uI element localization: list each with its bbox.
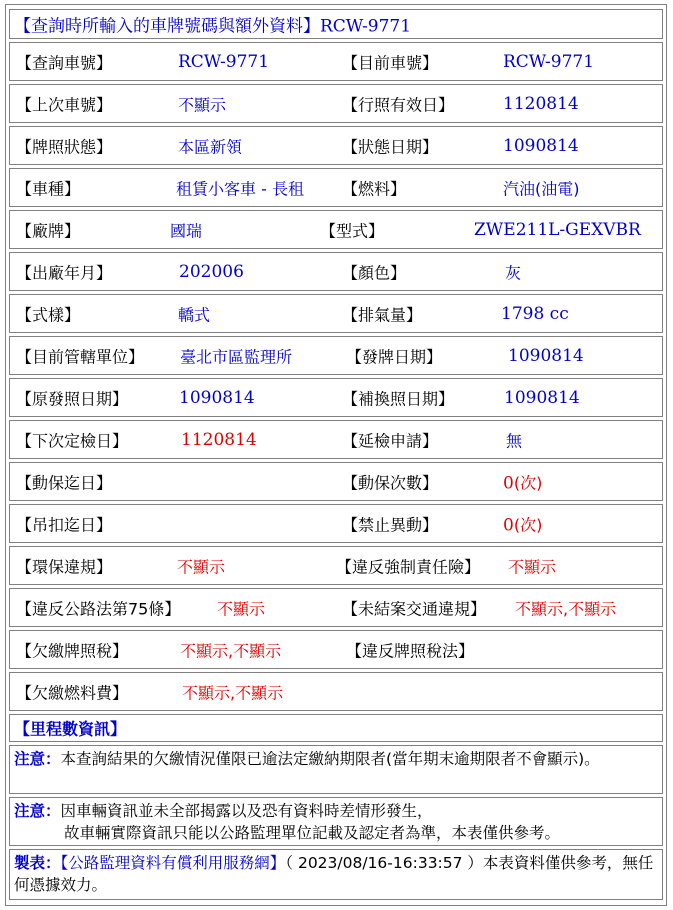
value-model: ZWE211L-GEXVBR [474, 219, 641, 240]
label-original-issue-date: 【原發照日期】 [16, 389, 129, 408]
row-vehicle-type [9, 168, 663, 207]
value-jurisdiction: 臺北市區監理所 [180, 347, 293, 366]
note-disclaimer-label: 注意： [14, 802, 61, 820]
value-brand: 國瑞 [170, 221, 203, 240]
row-original-issue-date [9, 378, 663, 417]
value-highway-act-violation: 不顯示 [217, 599, 266, 618]
report-title [14, 12, 411, 37]
value-body-style: 轎式 [178, 305, 211, 324]
note-overdue-text: 本查詢結果的欠繳情況僅限已逾法定繳納期限者(當年期末逾期限者不會顯示)。 [60, 750, 600, 768]
label-unpaid-license-tax: 【欠繳牌照稅】 [16, 641, 129, 660]
value-status-date: 1090814 [503, 135, 579, 156]
value-plate-status: 本區新領 [178, 137, 243, 156]
value-vehicle-type: 租賃小客車 - 長租 [176, 179, 304, 198]
value-current-plate: RCW-9771 [503, 51, 595, 72]
label-status-date: 【狀態日期】 [342, 137, 439, 156]
value-color: 灰 [505, 263, 522, 282]
value-unresolved-violations: 不顯示,不顯示 [515, 599, 617, 618]
row-next-inspection [9, 420, 663, 459]
label-vehicle-type: 【車種】 [16, 179, 81, 198]
value-query-plate: RCW-9771 [178, 51, 270, 72]
label-chattel-end-date: 【動保迄日】 [16, 473, 113, 492]
label-color: 【顏色】 [342, 263, 407, 282]
value-original-issue-date: 1090814 [179, 387, 255, 408]
label-transfer-ban: 【禁止異動】 [342, 515, 439, 534]
label-current-plate: 【目前車號】 [342, 53, 439, 72]
mileage-section [9, 714, 663, 742]
footer-source: 【公路監理資料有償利用服務網】 [60, 854, 286, 872]
row-jurisdiction [9, 336, 663, 375]
value-displacement: 1798 cc [501, 303, 569, 324]
note-disclaimer [9, 797, 663, 846]
row-body-style [9, 294, 663, 333]
value-transfer-ban-number: 0 [503, 515, 514, 535]
label-plate-issue-date: 【發牌日期】 [346, 347, 443, 366]
value-transfer-ban [503, 512, 542, 535]
report-title-text: 【查詢時所輸入的車牌號碼與額外資料】 [14, 16, 320, 37]
label-chattel-count: 【動保次數】 [342, 473, 439, 492]
label-unresolved-violations: 【未結案交通違規】 [342, 599, 487, 618]
row-license-tax [9, 630, 663, 669]
value-inspection-extension: 無 [506, 431, 523, 450]
label-fuel: 【燃料】 [342, 179, 407, 198]
footer-label: 製表： [14, 854, 61, 872]
label-previous-plate: 【上次車號】 [16, 95, 113, 114]
value-transfer-ban-unit: (次) [513, 515, 543, 534]
value-insurance-violation: 不顯示 [508, 557, 557, 576]
report-title-plate: RCW-9771 [320, 16, 412, 37]
label-jurisdiction: 【目前管轄單位】 [16, 347, 145, 366]
value-reissue-date: 1090814 [504, 387, 580, 408]
value-next-inspection: 1120814 [181, 429, 257, 450]
label-suspension-end-date: 【吊扣迄日】 [16, 515, 113, 534]
label-reissue-date: 【補換照日期】 [342, 389, 455, 408]
row-fuel-fee [9, 672, 663, 711]
row-plate-status [9, 126, 663, 165]
row-previous-plate [9, 84, 663, 123]
label-inspection-extension: 【延檢申請】 [342, 431, 439, 450]
value-environmental-violation: 不顯示 [177, 557, 226, 576]
value-chattel-count-unit: (次) [513, 473, 543, 492]
report-footer [9, 849, 663, 900]
row-chattel-mortgage [9, 462, 663, 501]
value-manufacture-date: 202006 [179, 261, 244, 282]
report-title-row [9, 9, 663, 39]
label-license-valid-date: 【行照有效日】 [342, 95, 455, 114]
note-overdue [9, 745, 663, 794]
footer-text: （ 2023/08/16-16:33:57 ）本表資料僅供參考，無任何憑據效力。 [14, 854, 654, 894]
label-next-inspection: 【下次定檢日】 [16, 431, 129, 450]
row-environmental [9, 546, 663, 585]
value-plate-issue-date: 1090814 [508, 345, 584, 366]
row-suspension [9, 504, 663, 543]
label-highway-act-violation: 【違反公路法第75條】 [16, 599, 181, 618]
label-manufacture-date: 【出廠年月】 [16, 263, 113, 282]
note-overdue-label: 注意： [14, 750, 61, 768]
value-chattel-count [503, 470, 542, 493]
report-frame [5, 4, 667, 906]
label-brand: 【廠牌】 [16, 221, 81, 240]
label-body-style: 【式樣】 [16, 305, 81, 324]
label-insurance-violation: 【違反強制責任險】 [336, 557, 481, 576]
row-highway-act [9, 588, 663, 627]
value-unpaid-fuel-fee: 不顯示,不顯示 [182, 683, 284, 702]
mileage-title: 【里程數資訊】 [14, 719, 127, 739]
label-environmental-violation: 【環保違規】 [16, 557, 113, 576]
value-unpaid-license-tax: 不顯示,不顯示 [180, 641, 282, 660]
value-chattel-count-number: 0 [503, 473, 514, 493]
note-disclaimer-line2: 故車輛實際資訊只能以公路監理單位記載及認定者為準，本表僅供參考。 [64, 824, 561, 842]
label-model: 【型式】 [320, 221, 385, 240]
label-unpaid-fuel-fee: 【欠繳燃料費】 [16, 683, 129, 702]
row-brand [9, 210, 663, 249]
value-license-valid-date: 1120814 [503, 93, 579, 114]
row-manufacture-date [9, 252, 663, 291]
note-disclaimer-line1: 因車輛資訊並未全部揭露以及恐有資料時差情形發生， [60, 802, 433, 820]
value-previous-plate: 不顯示 [178, 95, 227, 114]
label-displacement: 【排氣量】 [342, 305, 423, 324]
label-plate-status: 【牌照狀態】 [16, 137, 113, 156]
value-fuel: 汽油(油電) [503, 179, 580, 198]
row-query-plate [9, 42, 663, 81]
label-query-plate: 【查詢車號】 [16, 53, 113, 72]
label-license-tax-violation: 【違反牌照稅法】 [346, 641, 475, 660]
